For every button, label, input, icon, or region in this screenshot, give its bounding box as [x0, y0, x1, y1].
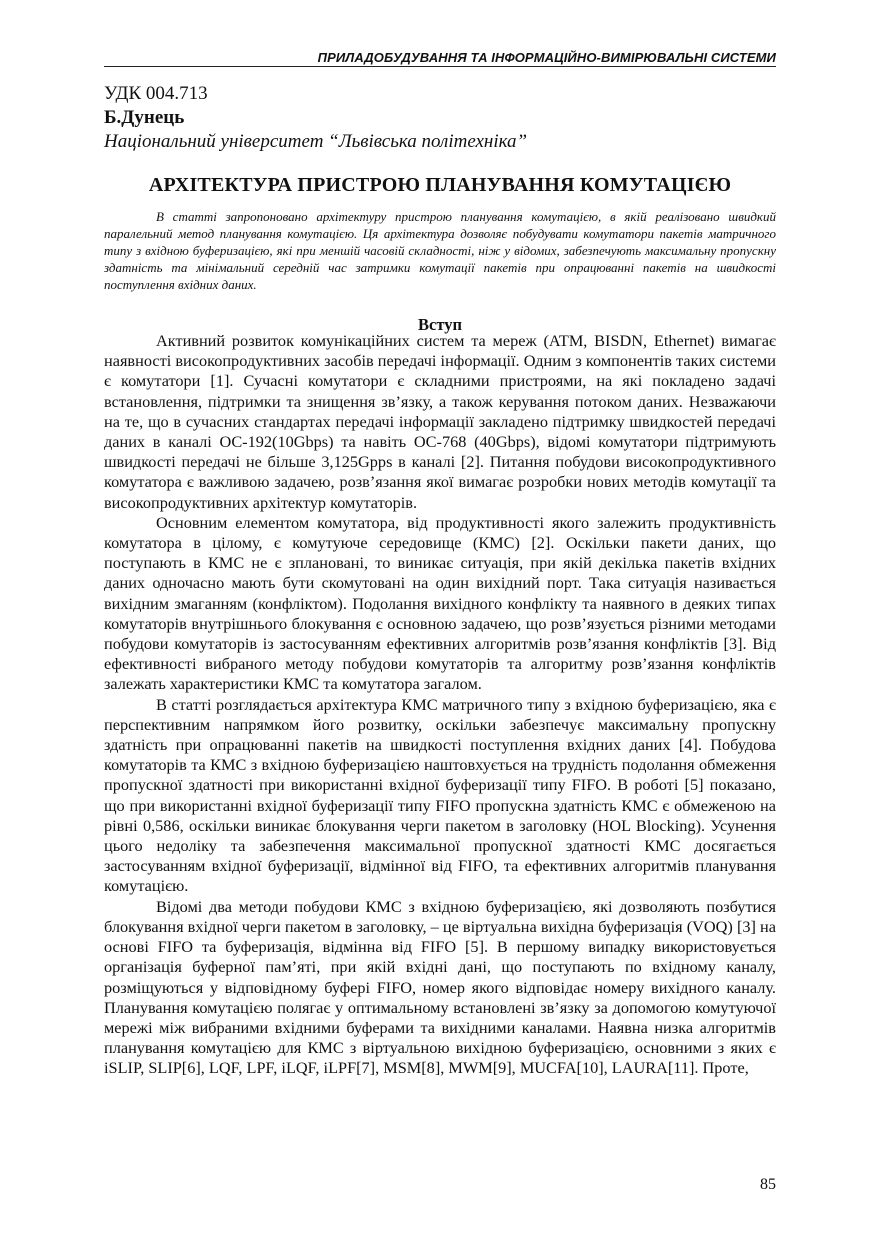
paragraph: Відомі два методи побудови КМС з вхідною буферизацією, які дозволяють позбутися блокування вхідної черги пакетом в заголовку, – це віртуальна вихідна буферизація (VOQ) [3] на основі FIFO та буферизація, відмінна від FIFO [5]. В першому випадку використовується організація буферної пам’яті, при якій вхідні дані, що поступають по вхідному каналу, розміщуються у відповідному буфері FIFO, номер якого відповідає номеру вихідного каналу. Планування комутацією полягає у оптимальному встановлені зв’язку за допомогою комутуючої мережі між вибраними вхідними буферами та вихідними каналами. Наявна низка алгоритмів планування комутацією для КМС з віртуальною вихідною буферизацією, основними з яких є iSLIP, SLIP[6], LQF, LPF, iLQF, iLPF[7], MSM[8], MWM[9], MUCFA[10], LAURA[11]. Проте,	[104, 896, 776, 1078]
author-name: Б.Дунець	[104, 107, 185, 128]
running-header: ПРИЛАДОБУДУВАННЯ ТА ІНФОРМАЦІЙНО-ВИМІРЮВАЛЬНІ СИСТЕМИ	[317, 50, 776, 65]
udc-code: УДК 004.713	[104, 83, 208, 104]
paragraph: В статті розглядається архітектура КМС матричного типу з вхідною буферизацією, яка є перспективним напрямком його розвитку, оскільки забезпечує максимальну пропускну здатність при опрацюванні пакетів на швидкості поступлення вхідних даних [4]. Побудова комутаторів та КМС з вхідною буферизацією наштовхується на трудність подолання обмеження пропускної здатності при використанні вхідної буферизації типу FIFO. В роботі [5] показано, що при використанні вхідної буферизації типу FIFO пропускна здатність КМС є обмеженою на рівні 0,586, оскільки виникає блокування черги пакетом в заголовку (HOL Blocking). Усунення цього недоліку та забезпечення максимальної пропускної здатності КМС досягається застосуванням вхідної буферизації, відмінної від FIFO, та ефективних алгоритмів планування комутацією.	[104, 694, 776, 896]
section-title: Вступ	[418, 315, 462, 334]
paragraph: Активний розвиток комунікаційних систем та мереж (ATM, BISDN, Ethernet) вимагає наявності високопродуктивних засобів передачі інформації. Одним з компонентів таких системи є комутатори [1]. Сучасні комутатори є складними пристроями, на які покладено задачі встановлення, підтримки та знищення зв’язку, а також керування потоком даних. Незважаючи на те, що в сучасних стандартах передачі інформації закладено підтримку швидкостей передачі даних в каналі OC-192(10Gbps) та навіть OC-768 (40Gbps), відомі комутатори підтримують швидкості передачі не більше 3,125Gpps в каналі [2]. Питання побудови високопродуктивного комутатора є важливою задачею, розв’язання якої вимагає розробки нових методів комутації та високопродуктивних архітектур комутаторів.	[104, 331, 776, 512]
paragraph: Основним елементом комутатора, від продуктивності якого залежить продуктивність комутатора в цілому, є комутуюче середовище (КМС) [2]. Оскільки пакети даних, що поступають в КМС не є зплановані, то виникає ситуація, при якій декілька пакетів вхідних даних одночасно мають бути скомутовані на один вихідний порт. Така ситуація називається вихідним змаганням (конфліктом). Подолання вихідного конфлікту та наявного в деяких типах комутаторів внутрішнього блокування є основною задачею, що розв’язується різними методами побудови комутаторів із застосуванням ефективних алгоритмів розв’язання конфліктів [3]. Від ефективності вибраного методу побудови комутаторів та алгоритму розв’язання конфліктів залежать характеристики КМС та комутатора загалом.	[104, 512, 776, 694]
author-affiliation: Національний університет “Львівська політехніка”	[104, 131, 528, 152]
abstract: В статті запропоновано архітектуру пристрою планування комутацією, в якій реалізовано швидкий паралельний метод планування комутацією. Ця архітектура дозволяє побудувати комутатори пакетів матричного типу з вхідною буферизацією, які при меншій часовій складності, ніж у відомих, забезпечують максимальну пропускну здатність та мінімальний середній час затримки комутації пакетів при опрацюванні пакетів на швидкості поступлення вхідних даних.	[104, 209, 776, 292]
header-divider	[104, 66, 776, 67]
article-title: АРХІТЕКТУРА ПРИСТРОЮ ПЛАНУВАННЯ КОМУТАЦІЄЮ	[148, 174, 732, 196]
body-text	[104, 331, 776, 1079]
page-number: 85	[760, 1176, 776, 1193]
